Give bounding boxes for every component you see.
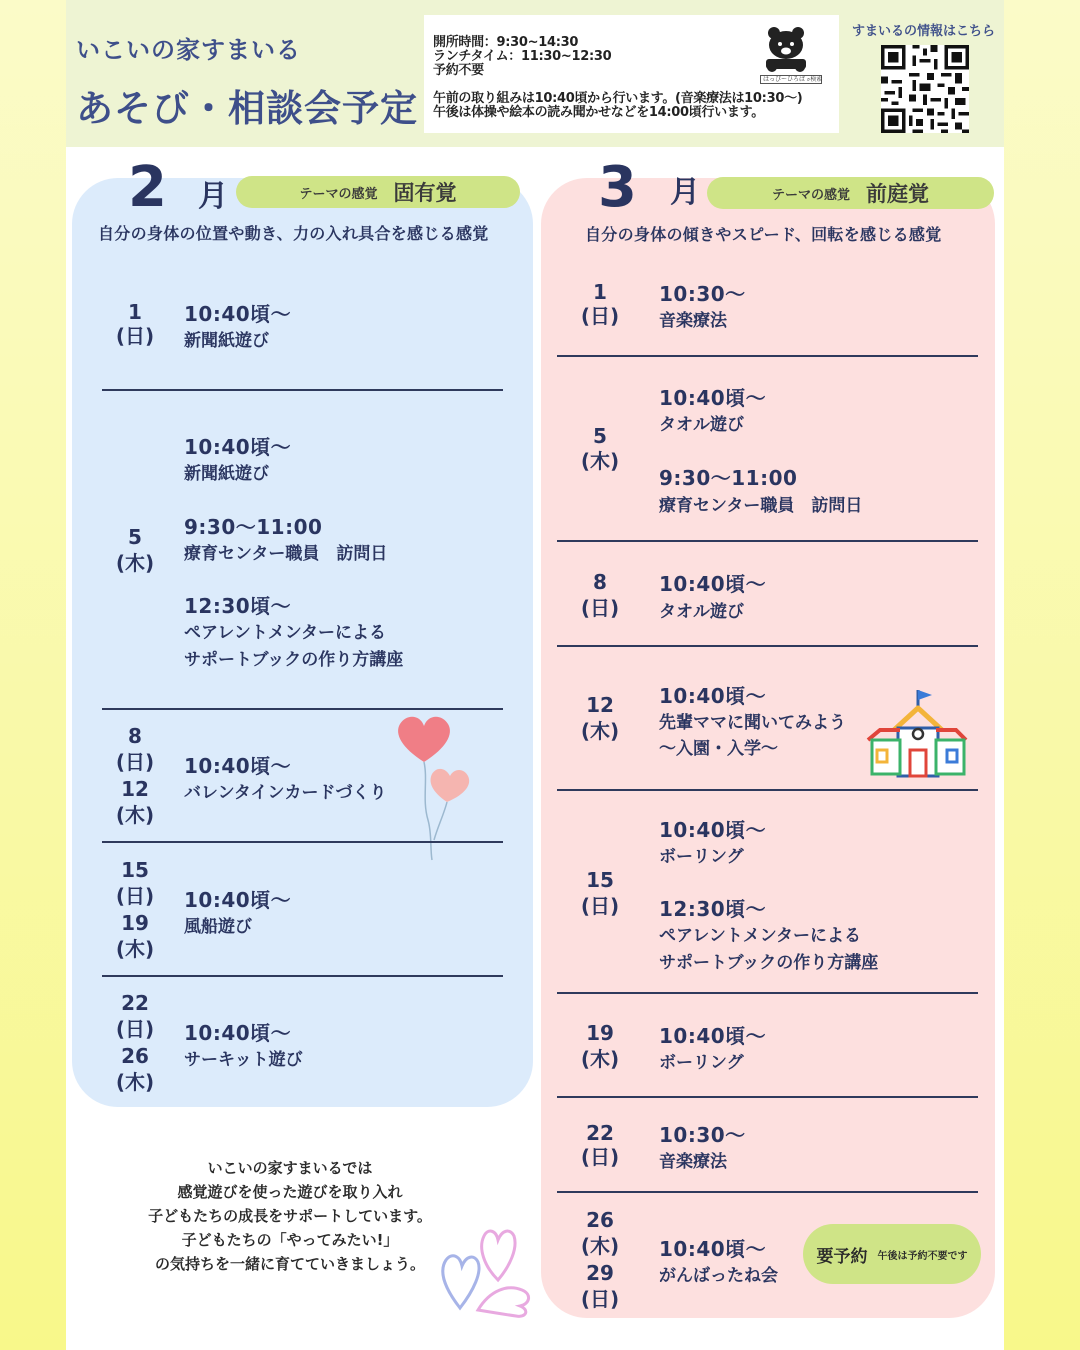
- feb-time: 12:30頃～: [184, 594, 292, 618]
- feb-activity: 風船遊び: [184, 917, 252, 937]
- mar-date: 29: [586, 1261, 614, 1285]
- mar-activity: ペアレントメンターによる: [659, 926, 862, 946]
- feb-activity: 療育センター職員 訪問日: [184, 544, 388, 564]
- reservation-note: 午後は予約不要です: [877, 1250, 968, 1262]
- mar-weekday: (日): [580, 894, 620, 918]
- divider: [557, 1191, 978, 1193]
- mar-weekday: (木): [580, 1047, 620, 1071]
- mar-date: 22: [586, 1121, 614, 1145]
- bear-logo[interactable]: [760, 23, 828, 85]
- feb-activity: ペアレントメンターによる: [184, 623, 387, 643]
- mar-theme-pill: [707, 177, 994, 209]
- mar-weekday: (日): [580, 596, 620, 620]
- mar-activity: がんばったね会: [659, 1266, 778, 1286]
- morning-note: 午前の取り組みは10:40頃から行います。(音楽療法は10:30～): [433, 91, 803, 106]
- divider: [102, 841, 503, 843]
- feb-time: 9:30～11:00: [184, 515, 323, 539]
- feb-date: 5: [128, 525, 142, 549]
- reservation-label: 要予約: [816, 1246, 868, 1267]
- mar-activity: タオル遊び: [659, 415, 744, 435]
- mar-month-number: 3: [598, 155, 637, 220]
- mar-time: 10:40頃～: [659, 386, 767, 410]
- feb-time: 10:40頃～: [184, 302, 292, 326]
- hearts-doodle-icon: [438, 1220, 536, 1318]
- divider: [557, 540, 978, 542]
- mar-activity: 音楽療法: [659, 1152, 727, 1172]
- footer-line: 子どもたちの「やってみたい!」: [181, 1231, 399, 1249]
- divider: [557, 992, 978, 994]
- feb-theme-name: 固有覚: [393, 181, 457, 205]
- feb-time: 10:40頃～: [184, 435, 292, 459]
- mar-activity: サポートブックの作り方講座: [659, 953, 879, 973]
- mar-date: 8: [593, 570, 607, 594]
- lunch-time: ランチタイム：11:30~12:30: [433, 49, 612, 64]
- mar-date: 1: [593, 280, 607, 304]
- footer-line: 感覚遊びを使った遊びを取り入れ: [177, 1183, 403, 1201]
- mar-time: 10:40頃～: [659, 818, 767, 842]
- mar-time: 10:40頃～: [659, 684, 767, 708]
- mar-time: 10:30～: [659, 282, 746, 306]
- opening-hours: 開所時間：9:30~14:30: [433, 35, 579, 50]
- mar-date: 26: [586, 1208, 614, 1232]
- feb-weekday: (木): [115, 1070, 155, 1094]
- mar-theme-name: 前庭覚: [866, 182, 929, 206]
- afternoon-note: 午後は体操や絵本の読み聞かせなどを14:00頃行います。: [433, 105, 764, 120]
- bear-icon: [760, 23, 812, 73]
- feb-weekday: (日): [115, 884, 155, 908]
- page-title: あそび・相談会予定: [76, 87, 418, 130]
- feb-activity: バレンタインカードづくり: [184, 783, 387, 803]
- mar-time: 10:40頃～: [659, 1024, 767, 1048]
- feb-activity: サポートブックの作り方講座: [184, 650, 404, 670]
- feb-weekday: (木): [115, 551, 155, 575]
- mar-date: 15: [586, 868, 614, 892]
- no-reservation: 予約不要: [433, 63, 484, 78]
- mar-activity: 音楽療法: [659, 311, 727, 331]
- mar-weekday: (日): [580, 1287, 620, 1311]
- feb-activity: 新聞紙遊び: [184, 331, 269, 351]
- divider: [557, 789, 978, 791]
- mar-time: 12:30頃～: [659, 897, 767, 921]
- mar-weekday: (木): [580, 1234, 620, 1258]
- mar-theme-label: テーマの感覚: [771, 187, 850, 203]
- feb-time: 10:40頃～: [184, 754, 292, 778]
- mar-activity: ～入園・入学～: [659, 739, 778, 759]
- mar-date: 12: [586, 693, 614, 717]
- feb-date: 8: [128, 724, 142, 748]
- footer-line: いこいの家すまいるでは: [207, 1159, 373, 1177]
- feb-date: 12: [121, 777, 149, 801]
- mar-weekday: (日): [580, 1145, 620, 1169]
- mar-date: 5: [593, 424, 607, 448]
- feb-date: 15: [121, 858, 149, 882]
- feb-theme-pill: [236, 176, 520, 208]
- footer-line: 子どもたちの成長をサポートしています。: [148, 1207, 432, 1225]
- feb-weekday: (木): [115, 803, 155, 827]
- feb-weekday: (日): [115, 324, 155, 348]
- feb-date: 19: [121, 911, 149, 935]
- divider: [102, 975, 503, 977]
- footer-line: の気持ちを一緒に育てていきましょう。: [154, 1255, 425, 1273]
- feb-weekday: (日): [115, 1017, 155, 1041]
- mar-description: 自分の身体の傾きやスピード、回転を感じる感覚: [585, 225, 942, 244]
- feb-date: 22: [121, 991, 149, 1015]
- divider: [557, 355, 978, 357]
- mar-activity: 療育センター職員 訪問日: [659, 496, 863, 516]
- mar-month-char: 月: [670, 175, 700, 210]
- mar-weekday: (日): [580, 304, 620, 328]
- feb-time: 10:40頃～: [184, 1021, 292, 1045]
- feb-activity: 新聞紙遊び: [184, 464, 269, 484]
- feb-date: 1: [128, 300, 142, 324]
- feb-weekday: (木): [115, 937, 155, 961]
- divider: [557, 1096, 978, 1098]
- mar-time: 10:40頃～: [659, 1237, 767, 1261]
- mar-time: 10:40頃～: [659, 572, 767, 596]
- divider: [102, 389, 503, 391]
- reservation-badge: [803, 1224, 981, 1284]
- feb-description: 自分の身体の位置や動き、力の入れ具合を感じる感覚: [98, 224, 489, 243]
- feb-weekday: (日): [115, 750, 155, 774]
- divider: [557, 645, 978, 647]
- feb-date: 26: [121, 1044, 149, 1068]
- mar-time: 10:30～: [659, 1123, 746, 1147]
- info-box: [424, 15, 839, 133]
- feb-month-char: 月: [198, 179, 228, 214]
- org-name: いこいの家すまいる: [76, 36, 301, 64]
- mar-activity: 先輩ママに聞いてみよう: [659, 713, 846, 733]
- qr-label: すまいるの情報はこちら: [852, 24, 996, 39]
- footer-message: [110, 1156, 470, 1276]
- qr-code-icon[interactable]: [881, 45, 969, 133]
- feb-theme-label: テーマの感覚: [299, 186, 378, 202]
- mar-weekday: (木): [580, 719, 620, 743]
- mar-time: 9:30～11:00: [659, 466, 798, 490]
- mar-activity: ボーリング: [659, 847, 744, 867]
- feb-month-number: 2: [128, 155, 167, 220]
- feb-time: 10:40頃～: [184, 888, 292, 912]
- school-building-icon: [864, 688, 970, 780]
- logo-caption: はっぴーひろば ⌕検索: [760, 75, 822, 84]
- mar-weekday: (木): [580, 449, 620, 473]
- mar-date: 19: [586, 1021, 614, 1045]
- feb-activity: サーキット遊び: [184, 1050, 303, 1070]
- mar-activity: ボーリング: [659, 1053, 744, 1073]
- mar-activity: タオル遊び: [659, 602, 744, 622]
